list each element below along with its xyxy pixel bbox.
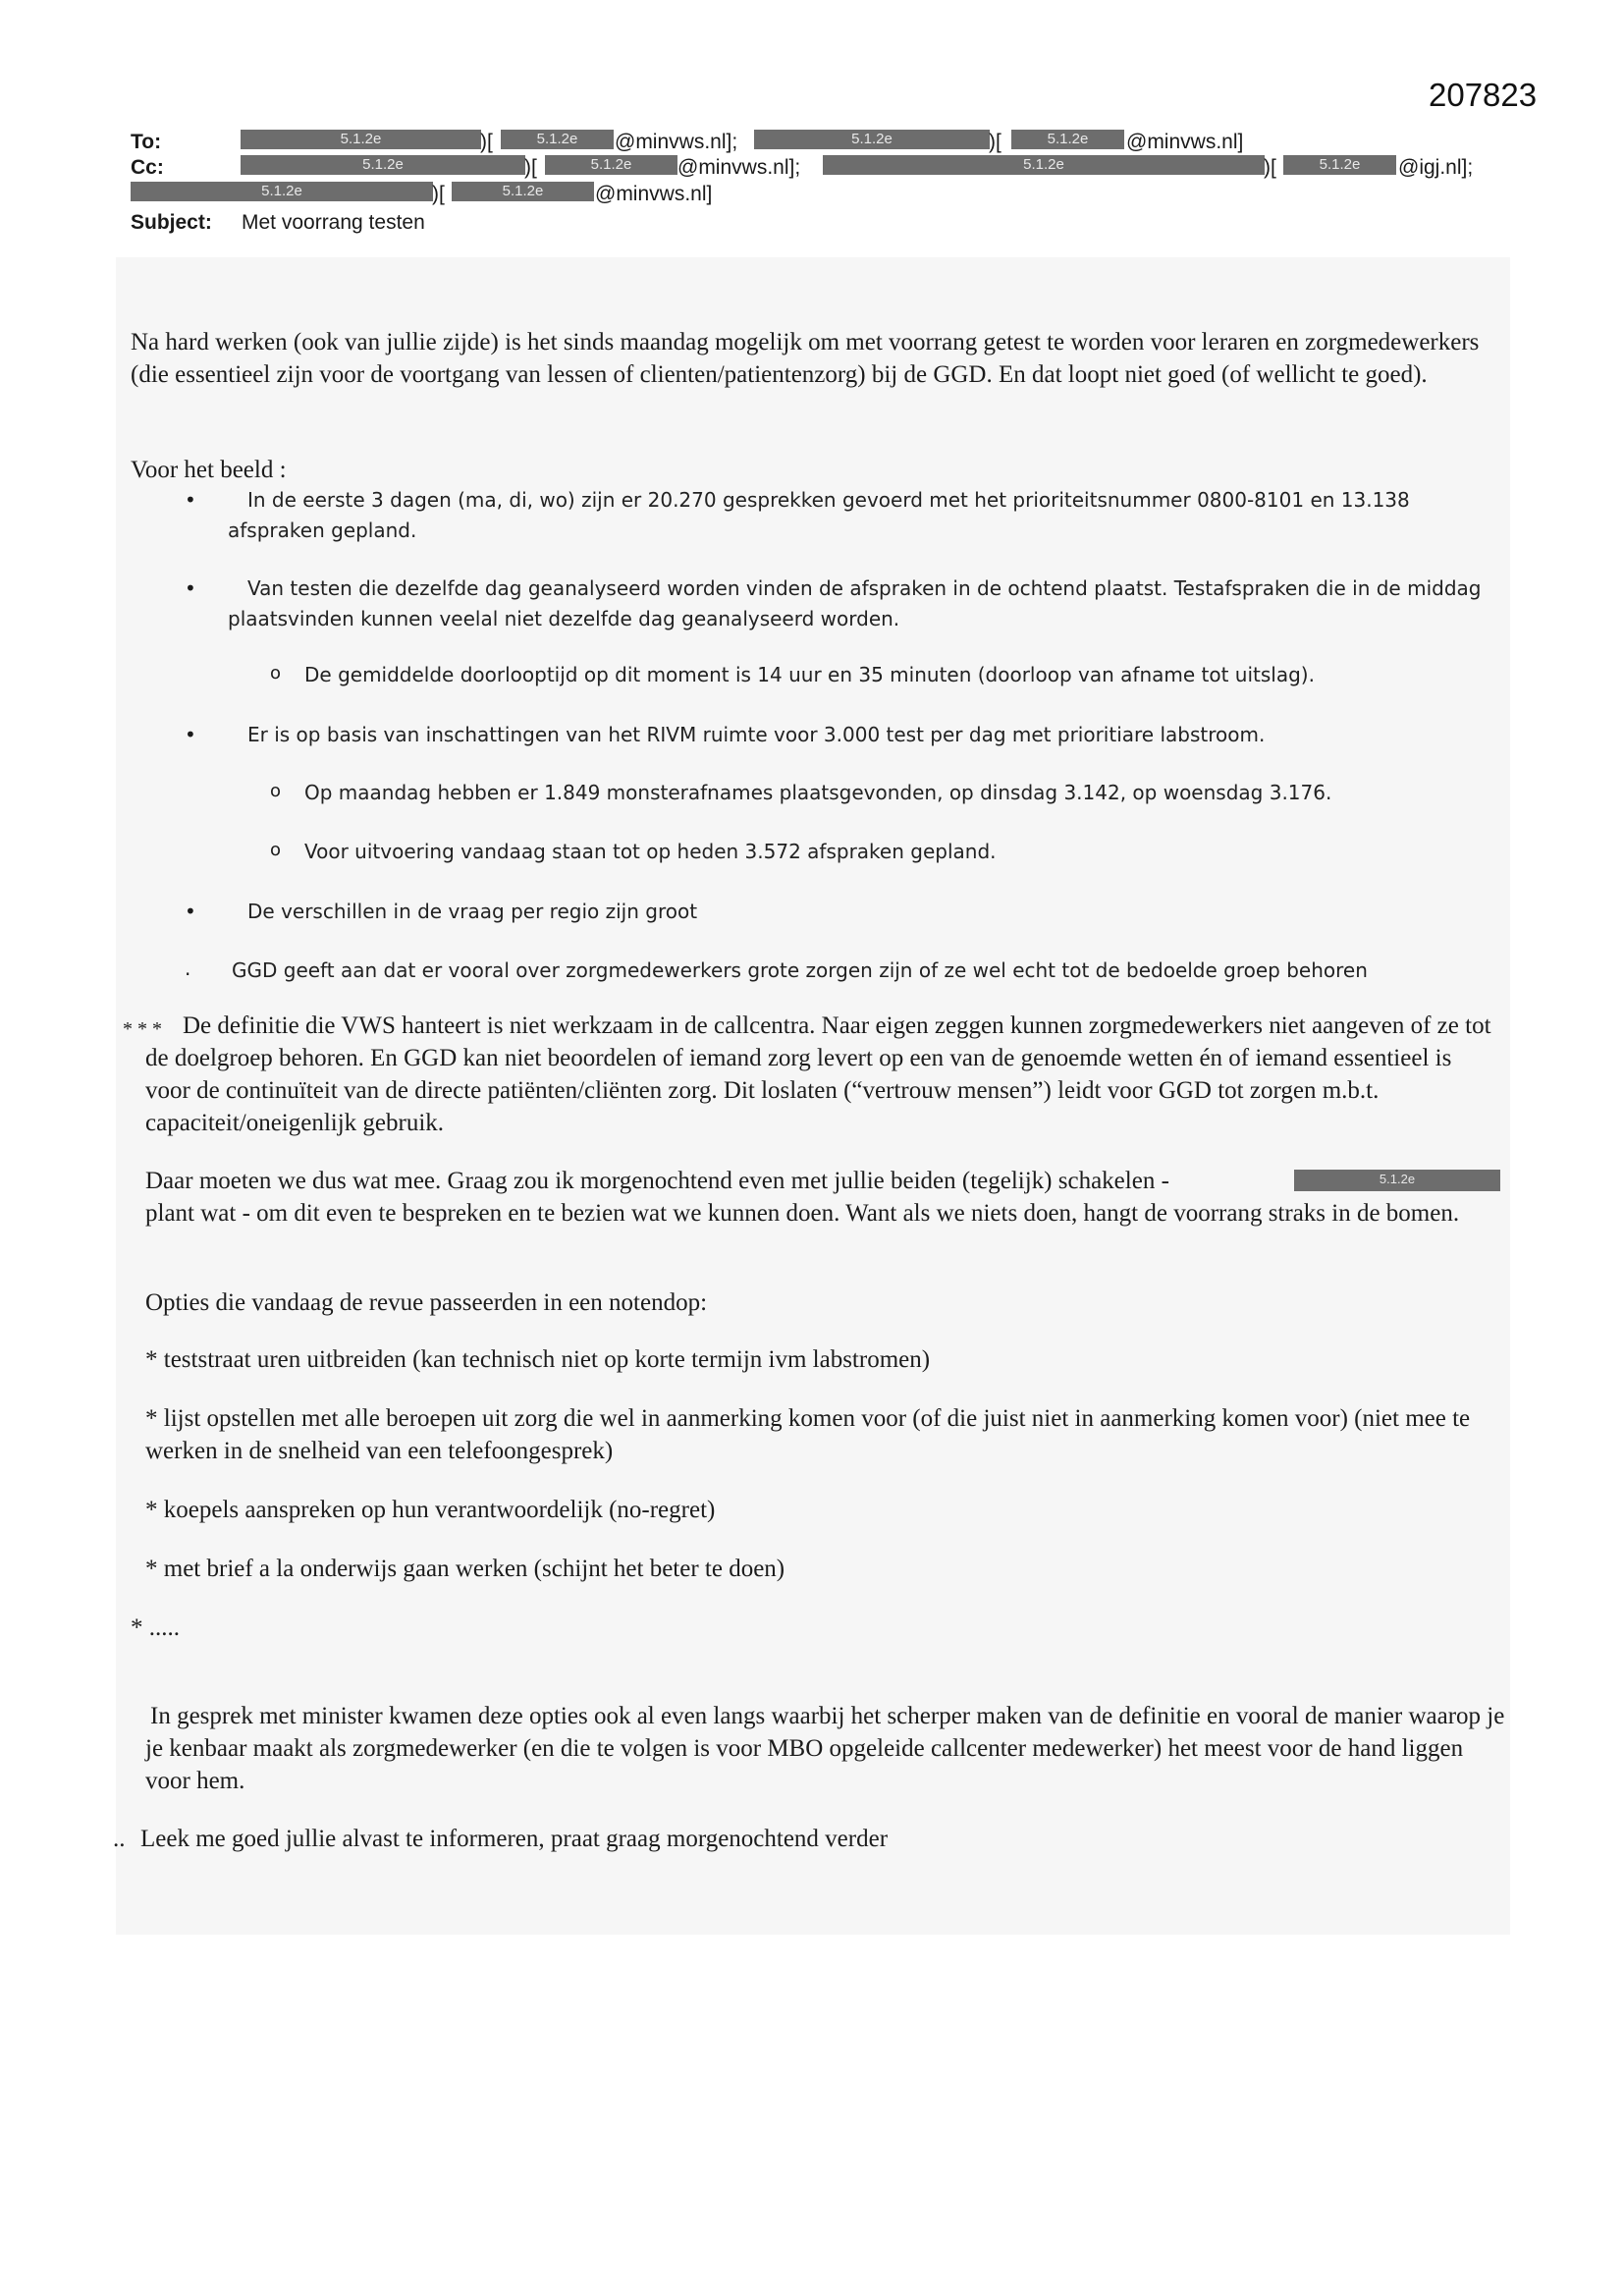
separator: )[: [989, 131, 1001, 153]
to-label: To:: [131, 131, 162, 153]
bullet-item: GGD geeft aan dat er vooral over zorgmedewerkers grote zorgen zijn of ze wel echt tot de bedoelde groep behoren: [232, 958, 1368, 982]
redaction-box: 5.1.2e: [452, 182, 594, 201]
email-domain: @minvws.nl]: [595, 183, 713, 205]
optie-item: * .....: [131, 1614, 180, 1641]
email-domain: @igj.nl];: [1398, 156, 1474, 179]
definitie-paragraph: De definitie die VWS hanteert is niet werkzaam in de callcentra. Naar eigen zeggen kunnen zorgmedewerkers niet aangeven of ze tot de doelgroep behoren. En GGD kan niet beoordelen of iemand zorg levert op een van de genoemde wetten én of iemand essentieel is voor de continuïteit van de directe patiënten/cliënten zorg. Dit loslaten (“vertrouw mensen”) leidt voor GGD tot zorgen m.b.t. capaciteit/oneigenlijk gebruik.: [145, 1012, 1491, 1136]
subject-label: Subject:: [131, 211, 212, 234]
separator: )[: [432, 183, 445, 205]
sub-bullet-mark: o: [270, 840, 282, 860]
redaction-box: 5.1.2e: [754, 130, 990, 149]
sub-bullet-mark: o: [270, 663, 282, 683]
cc-label: Cc:: [131, 156, 164, 179]
bullet-item: In de eerste 3 dagen (ma, di, wo) zijn er 20.270 gesprekken gevoerd met het prioriteitsnummer 0800-8101 en 13.138 afspraken gepland.: [228, 488, 1410, 542]
sub-bullet-item: De gemiddelde doorlooptijd op dit moment is 14 uur en 35 minuten (doorloop van afname tot uitslag).: [304, 663, 1315, 686]
bullet-mark: •: [185, 576, 196, 600]
redaction-box: 5.1.2e: [1294, 1170, 1500, 1191]
redaction-box: 5.1.2e: [545, 155, 677, 175]
separator: )[: [524, 156, 537, 179]
separator: )[: [480, 131, 493, 153]
daar-line-2: plant wat - om dit even te bespreken en te bezien wat we kunnen doen. Want als we niets doen, hangt de voorrang straks in de bomen.: [145, 1200, 1460, 1227]
optie-item: * koepels aanspreken op hun verantwoordelijk (no-regret): [145, 1497, 716, 1523]
section-heading: Voor het beeld :: [131, 457, 287, 483]
redaction-box: 5.1.2e: [241, 130, 481, 149]
bullet-mark: •: [185, 900, 196, 923]
email-domain: @minvws.nl];: [677, 156, 801, 179]
bullet-mark: •: [185, 488, 196, 512]
separator: )[: [1264, 156, 1276, 179]
sub-bullet-item: Voor uitvoering vandaag staan tot op heden 3.572 afspraken gepland.: [304, 840, 997, 863]
bullet-item: Er is op basis van inschattingen van het RIVM ruimte voor 3.000 test per dag met prioritiare labstroom.: [247, 723, 1266, 746]
sub-bullet-mark: o: [270, 781, 282, 801]
redaction-box: 5.1.2e: [823, 155, 1265, 175]
bullet-mark: •: [185, 723, 196, 746]
sub-bullet-item: Op maandag hebben er 1.849 monsterafnames plaatsgevonden, op dinsdag 3.142, op woensdag 3.176.: [304, 781, 1332, 804]
asterisk-mark: * * *: [123, 1018, 162, 1040]
redaction-box: 5.1.2e: [1011, 130, 1124, 149]
redaction-box: 5.1.2e: [131, 182, 433, 201]
optie-item: * lijst opstellen met alle beroepen uit zorg die wel in aanmerking komen voor (of die juist niet in aanmerking komen voor) (niet mee te werken in de snelheid van een telefoongesprek): [145, 1405, 1471, 1464]
redaction-box: 5.1.2e: [241, 155, 525, 175]
bullet-mark: .: [185, 957, 191, 980]
optie-item: * met brief a la onderwijs gaan werken (schijnt het beter te doen): [145, 1556, 785, 1582]
minister-paragraph: In gesprek met minister kwamen deze opties ook al even langs waarbij het scherper maken van de definitie en vooral de manier waarop je je kenbaar maakt als zorgmedewerker (en die te volgen is voor MBO opgeleide callcenter medewerker) het meest voor de hand liggen voor hem.: [145, 1703, 1505, 1794]
bullet-item: Van testen die dezelfde dag geanalyseerd worden vinden de afspraken in de ochtend plaatst. Testafspraken die in de middag plaatsvinden kunnen veelal niet dezelfde dag geanalyseerd worden.: [228, 576, 1482, 630]
bullet-item: De verschillen in de vraag per regio zijn groot: [247, 900, 698, 923]
email-domain: @minvws.nl]: [1126, 131, 1244, 153]
email-domain: @minvws.nl];: [615, 131, 738, 153]
document-number: 207823: [1429, 77, 1538, 113]
opties-intro: Opties die vandaag de revue passeerden in een notendop:: [145, 1289, 708, 1316]
subject-value: Met voorrang testen: [242, 211, 425, 234]
optie-item: * teststraat uren uitbreiden (kan technisch niet op korte termijn ivm labstromen): [145, 1346, 931, 1373]
redaction-box: 5.1.2e: [501, 130, 614, 149]
closing-line: Leek me goed jullie alvast te informeren, praat graag morgenochtend verder: [140, 1826, 889, 1852]
daar-line-1: Daar moeten we dus wat mee. Graag zou ik morgenochtend even met jullie beiden (tegelijk) schakelen -: [145, 1168, 1169, 1194]
intro-paragraph: Na hard werken (ook van jullie zijde) is het sinds maandag mogelijk om met voorrang getest te worden voor leraren en zorgmedewerkers (die essentieel zijn voor de voortgang van lessen of clienten/patientenzorg) bij de GGD. En dat loopt niet goed (of wellicht te goed).: [131, 329, 1480, 388]
redaction-box: 5.1.2e: [1283, 155, 1396, 175]
closing-mark: ..: [113, 1826, 126, 1852]
